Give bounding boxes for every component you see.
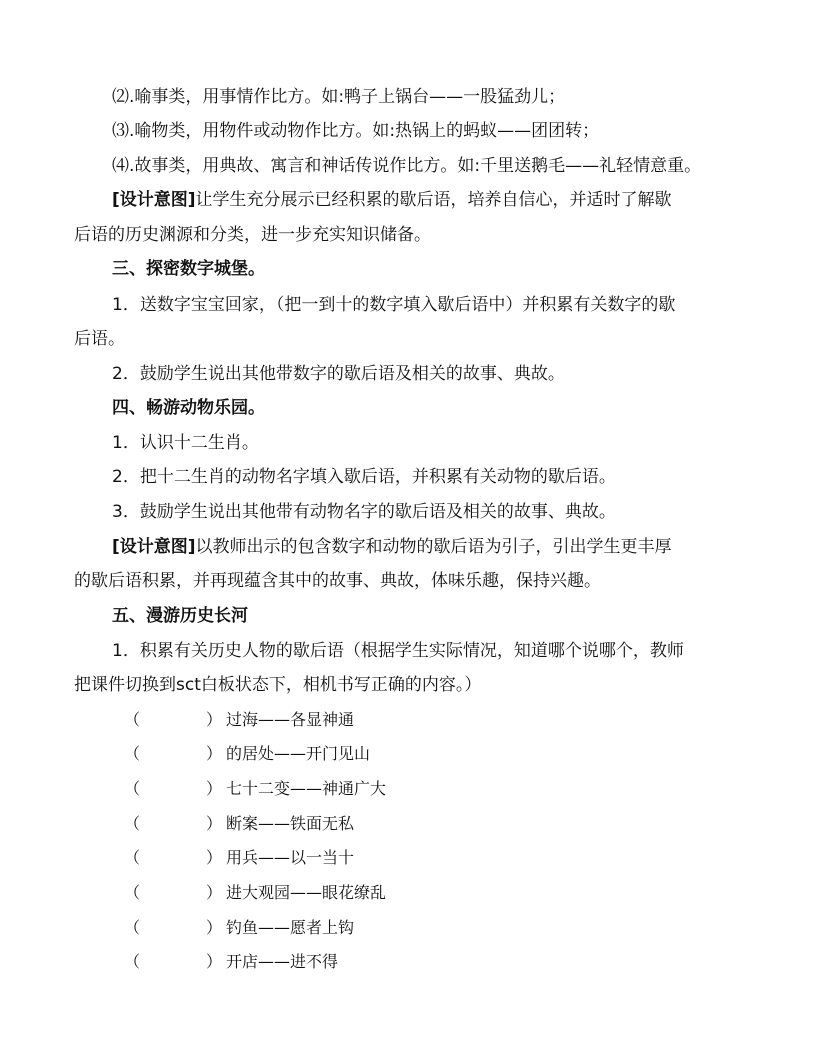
close-paren: ） [206,779,223,798]
open-paren: （ [124,918,141,937]
paragraph-text: 的歇后语积累，并再现蕴含其中的故事、典故，体味乐趣，保持兴趣。 [74,571,601,591]
open-paren: （ [124,952,141,971]
design-intent-tag: [设计意图] [112,537,196,557]
proverb-text: 七十二变——神通广大 [226,779,387,798]
close-paren: ） [206,814,223,833]
close-paren: ） [206,883,223,902]
proverb-text: 进大观园——眼花缭乱 [226,883,387,902]
category-line: ⑵.喻事类，用事情作比方。如:鸭子上锅台——一股猛劲儿； [112,87,566,107]
list-item-continuation: 把课件切换到sct白板状态下，相机书写正确的内容。） [74,675,482,695]
proverb-text: 断案——铁面无私 [226,814,355,833]
open-paren: （ [124,779,141,798]
open-paren: （ [124,710,141,729]
paragraph-text: 后语的历史渊源和分类，进一步充实知识储备。 [74,225,431,245]
close-paren: ） [206,744,223,763]
proverb-text: 的居处——开门见山 [226,744,371,763]
section-heading: 四、畅游动物乐园。 [112,398,265,418]
list-item: 1．积累有关历史人物的歇后语（根据学生实际情况，知道哪个说哪个，教师 [112,641,684,661]
open-paren: （ [124,883,141,902]
section-heading: 三、探密数字城堡。 [112,259,265,279]
proverb-text: 过海——各显神通 [226,710,355,729]
proverb-text: 开店——进不得 [226,952,339,971]
proverb-text: 用兵——以一当十 [226,848,355,867]
proverb-text: 钓鱼——愿者上钩 [226,918,355,937]
paragraph-text: 以教师出示的包含数字和动物的歇后语为引子，引出学生更丰厚 [195,537,672,557]
paragraph-text: 让学生充分展示已经积累的歇后语，培养自信心，并适时了解歇 [195,190,672,210]
close-paren: ） [206,952,223,971]
close-paren: ） [206,848,223,867]
close-paren: ） [206,918,223,937]
list-item: 1．送数字宝宝回家，（把一到十的数字填入歇后语中）并积累有关数字的歇 [112,295,676,315]
design-intent-tag: [设计意图] [112,190,196,210]
open-paren: （ [124,744,141,763]
section-heading: 五、漫游历史长河 [112,606,248,626]
list-item: 2．把十二生肖的动物名字填入歇后语，并积累有关动物的歇后语。 [112,467,616,487]
list-item-continuation: 后语。 [74,329,125,349]
design-intent-paragraph [112,536,672,558]
close-paren: ） [206,710,223,729]
list-item: 1．认识十二生肖。 [112,433,259,453]
category-line: ⑷.故事类，用典故、寓言和神话传说作比方。如:千里送鹅毛——礼轻情意重。 [112,156,702,176]
open-paren: （ [124,848,141,867]
design-intent-paragraph [112,189,672,211]
list-item: 2．鼓励学生说出其他带数字的歇后语及相关的故事、典故。 [112,364,565,384]
open-paren: （ [124,814,141,833]
list-item: 3．鼓励学生说出其他带有动物名字的歇后语及相关的故事、典故。 [112,502,616,522]
category-line: ⑶.喻物类，用物件或动物作比方。如:热锅上的蚂蚁——团团转； [112,121,600,141]
